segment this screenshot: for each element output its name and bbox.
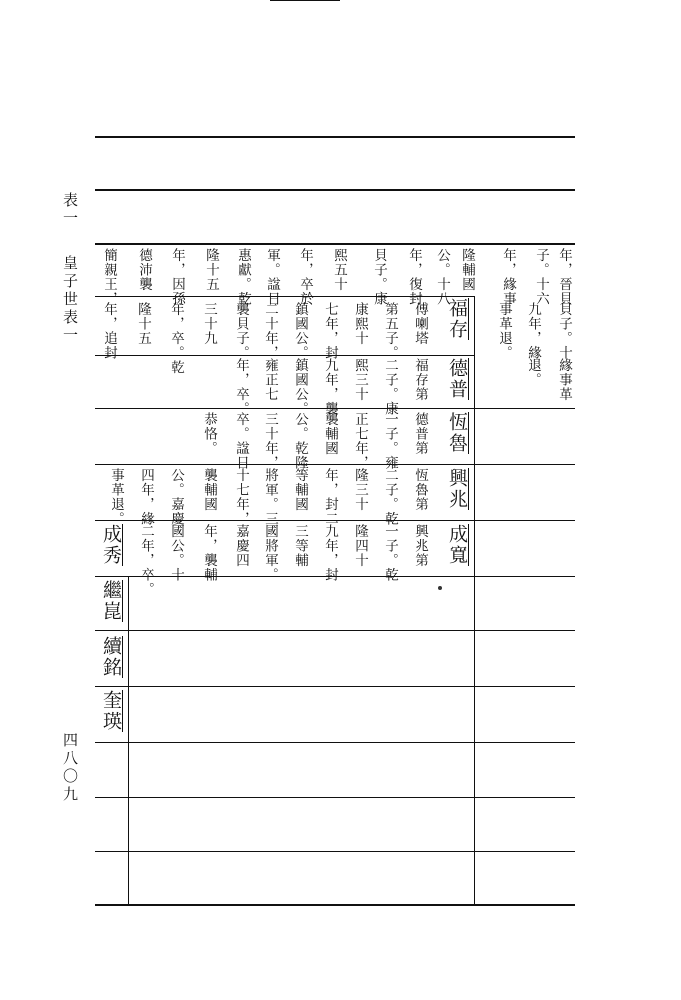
row1-col-2: 公。十八 <box>434 248 450 306</box>
row2-col-2: 第五子。 <box>382 302 398 360</box>
row3-col-7: 年，卒。 <box>233 358 249 416</box>
row4-col-2: 一子。雍 <box>382 412 398 470</box>
row3-col-1: 福存第 <box>412 358 428 402</box>
top-short-rule <box>270 0 340 1</box>
row5-col-3: 隆三十 <box>352 468 368 512</box>
row2-right-col-3: 事革退。 <box>496 302 512 360</box>
row5-col-7: 十七年， <box>233 468 249 526</box>
name-depu: 德普 <box>446 358 468 400</box>
row3-col-5: 鎮國公。 <box>292 358 308 416</box>
row3-right-col-2: 退。 <box>525 358 541 387</box>
row2-col-6: 二十年， <box>262 302 278 360</box>
row2-col-1: 傅喇塔 <box>412 302 428 346</box>
row5-col-2: 二子。乾 <box>382 468 398 526</box>
row6-col-1: 興兆第 <box>412 524 428 568</box>
right-column-rule <box>474 296 475 904</box>
row5-col-5: 等輔國 <box>292 468 308 512</box>
page-number: 四八〇九 <box>61 732 79 804</box>
row3-col-3: 熙三十 <box>352 358 368 402</box>
name-chengxiu: 成秀 <box>100 524 122 566</box>
row-rule-9 <box>95 742 575 743</box>
row2-col-5: 鎮國公。 <box>292 302 308 360</box>
name-jikun: 繼崑 <box>100 580 122 622</box>
row6-col-8: 年，襲輔 <box>201 524 217 582</box>
table-title: 皇子世表一 <box>61 255 79 345</box>
left-column-rule <box>128 576 129 904</box>
row1-col-5: 熙五十 <box>331 248 347 292</box>
row1-right-col-2: 子。十六 <box>533 248 549 306</box>
row2-col-4: 七年，封 <box>322 302 338 360</box>
row-rule-11 <box>95 851 575 852</box>
row5-col-4: 年，封二 <box>322 468 338 526</box>
row2-right-col-1: 貝子。十 <box>556 302 572 360</box>
row6-col-6: 國將軍。 <box>262 524 278 582</box>
row6-col-4: 九年，封 <box>322 524 338 582</box>
row4-col-3: 正七年， <box>352 412 368 470</box>
name-xingzhao: 興兆 <box>446 468 468 510</box>
row3-col-6: 雍正七 <box>262 358 278 402</box>
name-henglu: 恆魯 <box>446 412 468 454</box>
row5-col-6: 將軍。三 <box>262 468 278 526</box>
row3-right-col-1: 緣事革 <box>556 358 572 402</box>
row6-col-5: 三等輔 <box>292 524 308 568</box>
row1-right-col-1: 年，晉貝 <box>556 248 572 306</box>
row2-col-9: 年，卒。乾 <box>168 302 184 375</box>
name-kuiying: 奎瑛 <box>100 690 122 732</box>
row-rule-7 <box>95 630 575 631</box>
row6-col-3: 隆四十 <box>352 524 368 568</box>
volume-label: 表一 <box>61 192 79 228</box>
row1-col-3: 年，復封 <box>406 248 422 306</box>
row4-col-1: 德普第 <box>412 412 428 456</box>
row2-col-7: 襲貝子。 <box>233 302 249 360</box>
name-xuming: 續銘 <box>100 636 122 678</box>
row3-col-4: 九年，襲 <box>322 358 338 416</box>
row-rule-8 <box>95 686 575 687</box>
row1-col-12: 簡親王， <box>101 248 117 306</box>
row6-col-9: 國公。十 <box>168 524 184 582</box>
row1-col-9: 隆十五 <box>203 248 219 292</box>
row2-col-8: 三十九 <box>201 302 217 346</box>
row4-col-7: 卒。諡日 <box>233 412 249 470</box>
row4-col-6: 三十年， <box>262 412 278 470</box>
row6-col-2: 一子。乾 <box>382 524 398 582</box>
row3-col-2: 二子。康 <box>382 358 398 416</box>
row2-col-10: 隆十五 <box>135 302 151 346</box>
row1-col-4: 貝子。康 <box>371 248 387 306</box>
row4-col-8: 恭恪。 <box>201 412 217 456</box>
row4-col-5: 公。乾隆 <box>292 412 308 470</box>
row-rule-2 <box>95 355 475 356</box>
row1-col-7: 軍。諡日 <box>264 248 280 306</box>
row2-right-col-2: 九年，緣 <box>525 302 541 360</box>
row1-col-6: 年，卒於 <box>297 248 313 306</box>
row1-col-8: 惠獻。乾 <box>235 248 251 306</box>
row-rule-10 <box>95 797 575 798</box>
row6-col-7: 嘉慶四 <box>233 524 249 568</box>
row4-col-4: 襲輔國 <box>322 412 338 456</box>
row5-col-1: 恆魯第 <box>412 468 428 512</box>
header-rule-2 <box>95 189 575 191</box>
row1-right-col-3: 年，緣事 <box>500 248 516 306</box>
scan-speck <box>438 586 442 590</box>
row2-col-11: 年，追封 <box>101 302 117 360</box>
table-bottom-rule <box>95 904 575 906</box>
row-rule-4 <box>95 464 575 465</box>
row1-col-10: 年，因孫 <box>169 248 185 306</box>
row1-col-11: 德沛襲 <box>136 248 152 292</box>
name-chengkuan: 成寬 <box>446 524 468 566</box>
name-fucun: 福存 <box>446 298 468 340</box>
row2-col-3: 康熙十 <box>352 302 368 346</box>
row5-col-10: 四年，緣 <box>138 468 154 526</box>
row1-col-1: 隆輔國 <box>459 248 475 292</box>
row5-col-8: 襲輔國 <box>201 468 217 512</box>
row5-col-9: 公。嘉慶 <box>168 468 184 526</box>
header-rule-1 <box>95 136 575 138</box>
row6-col-10: 二年，卒。 <box>138 524 154 597</box>
row5-col-11: 事革退。 <box>108 468 124 526</box>
table-top-rule <box>95 243 575 245</box>
